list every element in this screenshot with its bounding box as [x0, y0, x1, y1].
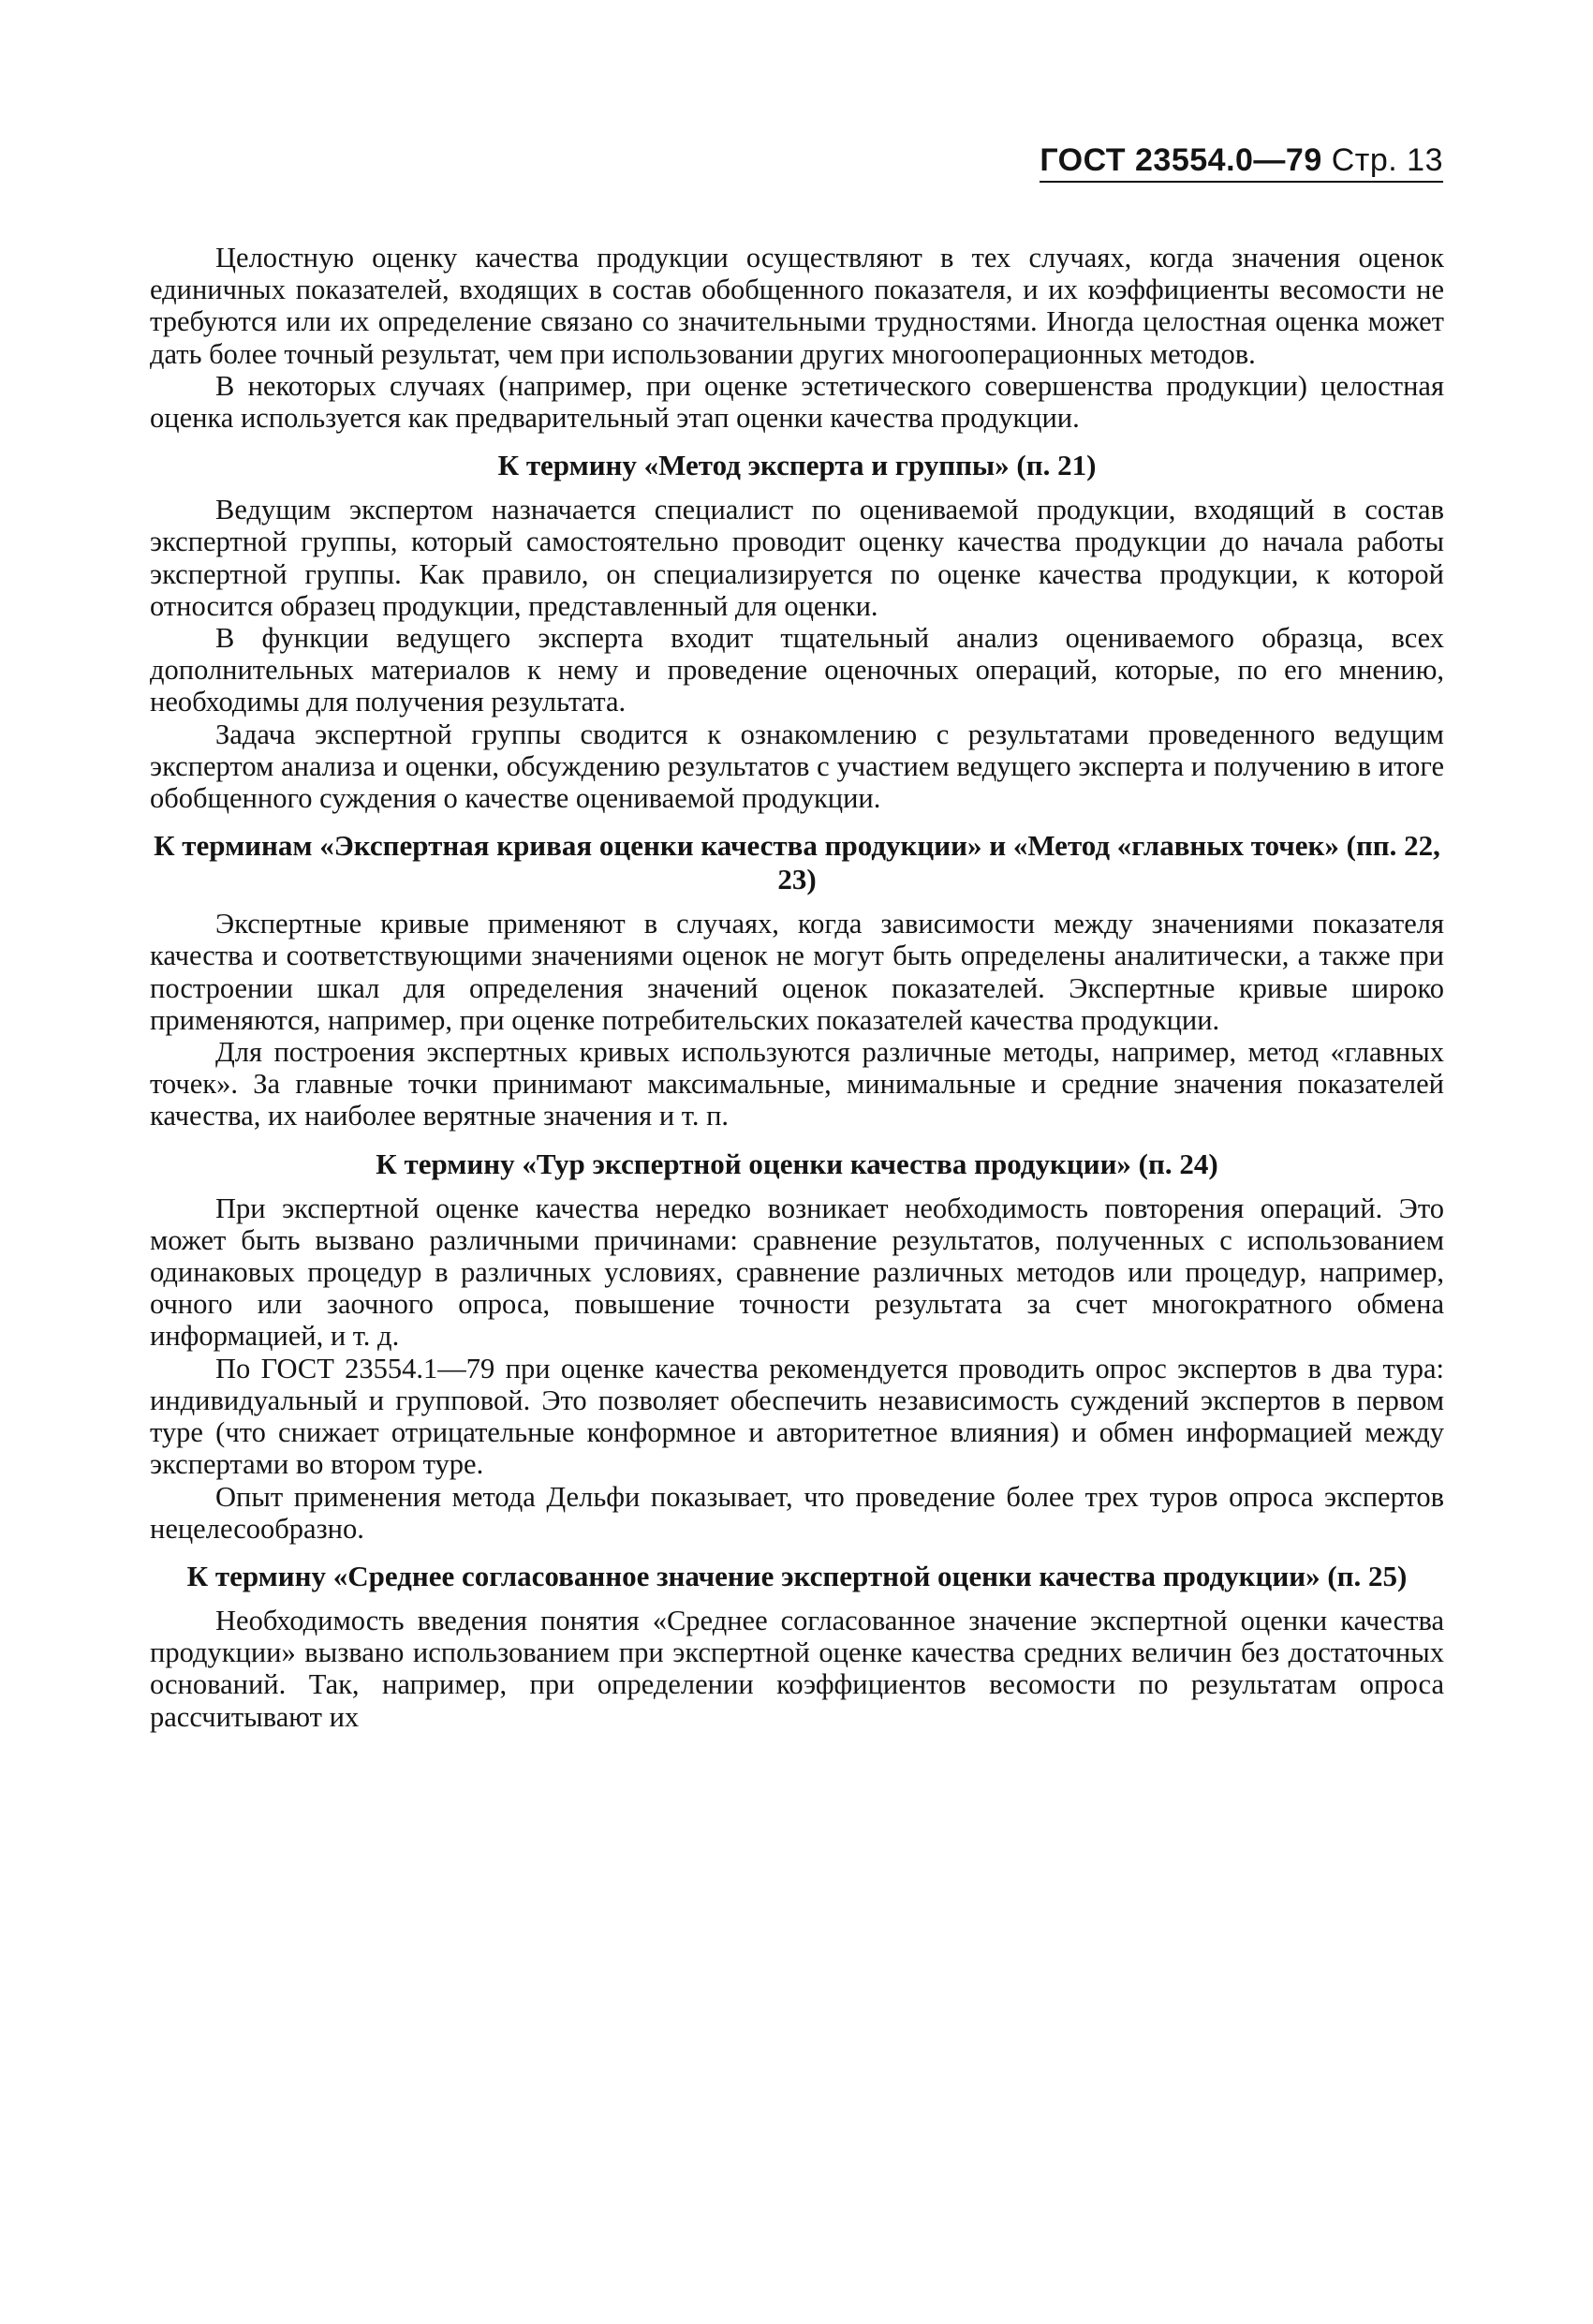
paragraph: Целостную оценку качества продукции осуществляют в тех случаях, когда значения оценок единичных показателей, входящих в состав обобщенного показателя, и их коэффициенты весомости не требуются или их определение связано со значительными трудностями. Иногда целостная оценка может дать более точный результат, чем при использовании других многооперационных методов. — [150, 242, 1444, 370]
section-heading: К термину «Тур экспертной оценки качества продукции» (п. 24) — [376, 1147, 1218, 1180]
page-number: Стр. 13 — [1331, 142, 1443, 178]
section-heading: К термину «Метод эксперта и группы» (п. 21) — [497, 449, 1097, 482]
paragraph: В функции ведущего эксперта входит тщательный анализ оцениваемого образца, всех дополнительных материалов к нему и проведение оценочных операций, которые, по его мнению, необходимы для получения результата. — [150, 622, 1444, 718]
paragraph: Экспертные кривые применяют в случаях, когда зависимости между значениями показателя качества и соответствующими значениями оценок не могут быть определены аналитически, а также при построении шкал для определения значений оценок показателей. Экспертные кривые широко применяются, например, при оценке потребительских показателей качества продукции. — [150, 908, 1444, 1036]
paragraph: Ведущим экспертом назначается специалист по оцениваемой продукции, входящий в состав экспертной группы, который самостоятельно проводит оценку качества продукции до начала работы экспертной группы. Как правило, он специализируется по оценке качества продукции, к которой относится образец продукции, представленный для оценки. — [150, 494, 1444, 622]
page-header — [1040, 142, 1443, 183]
section-heading: К терминам «Экспертная кривая оценки качества продукции» и «Метод «главных точек» (пп. 22, 23) — [154, 829, 1440, 896]
standard-number: ГОСТ 23554.0—79 — [1040, 142, 1322, 178]
document-body — [150, 242, 1444, 1733]
paragraph: Опыт применения метода Дельфи показывает, что проведение более трех туров опроса экспертов нецелесообразно. — [150, 1480, 1444, 1545]
paragraph: Задача экспертной группы сводится к ознакомлению с результатами проведенного ведущим экспертом анализа и оценки, обсуждению результатов с участием ведущего эксперта и получению в итоге обобщенного суждения о качестве оцениваемой продукции. — [150, 718, 1444, 815]
paragraph: Необходимость введения понятия «Среднее согласованное значение экспертной оценки качества продукции» вызвано использованием при экспертной оценке качества средних величин без достаточных оснований. Так, например, при определении коэффициентов весомости по результатам опроса рассчитывают их — [150, 1604, 1444, 1733]
section-heading: К термину «Среднее согласованное значение экспертной оценки качества продукции» (п. 25) — [186, 1559, 1408, 1592]
paragraph: Для построения экспертных кривых используются различные методы, например, метод «главных точек». За главные точки принимают максимальные, минимальные и средние значения показателей качества, их наиболее верятные значения и т. п. — [150, 1036, 1444, 1132]
paragraph: По ГОСТ 23554.1—79 при оценке качества рекомендуется проводить опрос экспертов в два тура: индивидуальный и групповой. Это позволяет обеспечить независимость суждений экспертов в первом туре (что снижает отрицательные конформное и авторитетное влияния) и обмен информацией между экспертами во втором туре. — [150, 1352, 1444, 1481]
paragraph: При экспертной оценке качества нередко возникает необходимость повторения операций. Это может быть вызвано различными причинами: сравнение результатов, полученных с использованием одинаковых процедур в различных условиях, сравнение различных методов или процедур, например, очного или заочного опроса, повышение точности результата за счет многократного обмена информацией, и т. д. — [150, 1192, 1444, 1353]
paragraph: В некоторых случаях (например, при оценке эстетического совершенства продукции) целостная оценка используется как предварительный этап оценки качества продукции. — [150, 369, 1444, 435]
